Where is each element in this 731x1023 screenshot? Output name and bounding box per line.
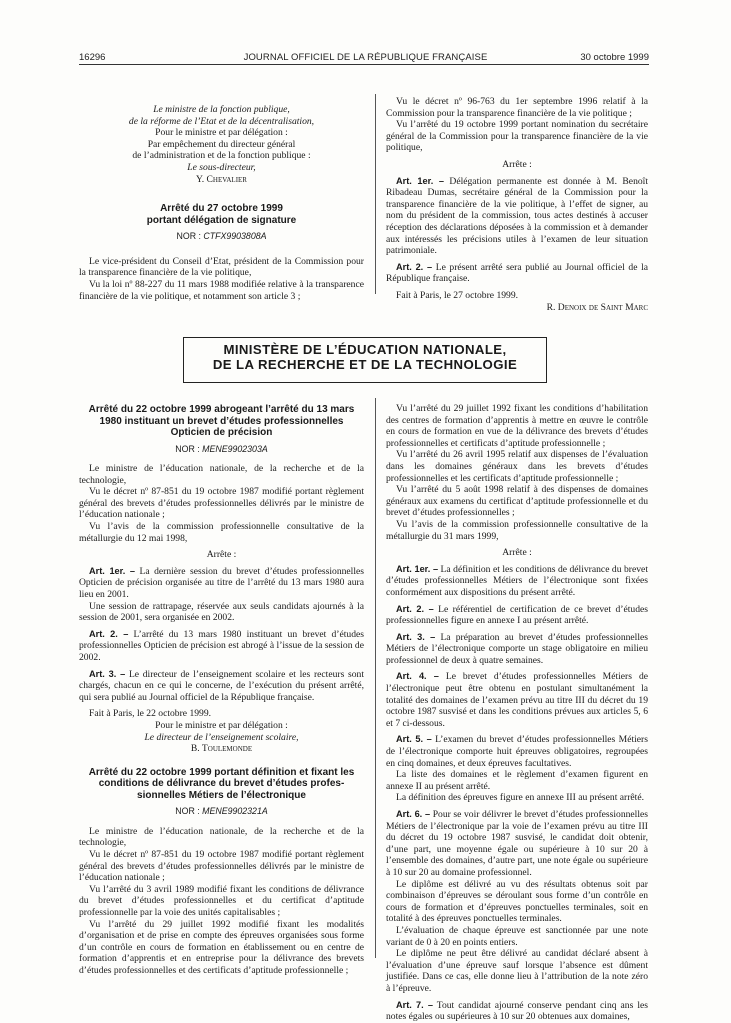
arrete-title: Arrêté du 22 octobre 1999 abrogeant l’arrêté du 13 mars: [88, 404, 355, 415]
paragraph: Vu l’arrêté du 19 octobre 1999 portant nomination du secrétaire général de la Commission pour la transparence financière de la vie politique,: [386, 119, 648, 154]
signatory-line: Par empêchement du directeur général: [147, 138, 296, 150]
paragraph: Vu le décret nº 87-851 du 19 octobre 1987 modifié portant règlement général des brevets d’études professionnelles délivrés par le ministre de l’éducation nationale ;: [79, 486, 364, 521]
arrete-title: sionnelles Métiers de l’électronique: [137, 789, 306, 801]
signatory-name: R. Denoix de Saint Marc: [546, 301, 648, 313]
paragraph: L’évaluation de chaque épreuve est sanctionnée par une note variant de 0 à 20 en points entiers.: [386, 924, 648, 948]
paragraph: Vu le décret nº 96-763 du 1er septembre 1996 relatif à la Commission pour la transparence financière de la vie politique ;: [386, 96, 648, 119]
paragraph: Le vice-président du Conseil d’Etat, président de la Commission pour la transparence financière de la vie politique,: [79, 255, 364, 279]
arrete-title: 1980 instituant un brevet d’études professionnelles: [99, 415, 344, 427]
paragraph: Fait à Paris, le 22 octobre 1999.: [89, 708, 212, 720]
bottom-left-column: [79, 404, 364, 977]
article: Art. 3. – Le directeur de l’enseignement scolaire et les recteurs sont chargés, chacun en ce qui le concerne, de l’exécution du présent arrêté, qui sera publié au Journal officiel de la République française.: [79, 668, 364, 703]
article: Art. 7. – Tout candidat ajourné conserve pendant cinq ans les notes égales ou supérieures à 10 sur 20 obtenues aux domaines,: [386, 999, 649, 1023]
arrete-heading: Arrête :: [206, 549, 237, 561]
paragraph: Vu l’arrêté du 26 avril 1995 relatif aux dispenses de l’évaluation dans les domaines généraux dans les brevets d’études professionnelles et les certificats d’aptitude professionnelle ;: [386, 449, 648, 484]
signatory-line: Le ministre de la fonction publique,: [153, 104, 290, 115]
ministry-line: MINISTÈRE DE L’ÉDUCATION NATIONALE,: [223, 342, 507, 357]
nor-reference: NOR : MENE9902303A: [175, 443, 268, 454]
article: Art. 2. – Le présent arrêté sera publié au Journal officiel de la République française.: [386, 261, 648, 285]
journal-title: JOURNAL OFFICIEL DE LA RÉPUBLIQUE FRANÇAISE: [243, 52, 488, 63]
signatory-name: Y. Chevalier: [196, 173, 247, 185]
arrete-heading: Arrête :: [502, 547, 532, 559]
article: Art. 5. – L’examen du brevet d’études professionnelles Métiers de l’électronique comporte huit épreuves obligatoires, regroupées en cinq domaines, et deux épreuves facultatives.: [386, 734, 648, 769]
nor-reference: NOR : CTFX9903808A: [176, 231, 267, 242]
paragraph: Une session de rattrapage, réservée aux seuls candidats ajournés à la session de 2001, sera organisée en 2002.: [79, 600, 364, 624]
paragraph: La définition des épreuves figure en annexe III au présent arrêté.: [396, 792, 644, 804]
paragraph: Le diplôme est délivré au vu des résultats obtenus soit par combinaison d’épreuves se déroulant sous forme d’un contrôle en cours de formation et d’épreuves ponctuelles terminales, soit en totalité à des épreuves ponctuelles terminales.: [386, 878, 648, 925]
top-right-column: [386, 96, 648, 313]
arrete-title: Arrêté du 27 octobre 1999: [160, 203, 283, 215]
paragraph: La liste des domaines et le règlement d’examen figurent en annexe II au présent arrêté.: [386, 769, 648, 792]
signatory-name: B. Toulemonde: [190, 743, 253, 755]
article: Art. 1er. – La dernière session du brevet d’études professionnelles Opticien de précision organisée au titre de l’arrêté du 13 mars 1980 aura lieu en 2001.: [79, 565, 364, 601]
arrete-title: portant délégation de signature: [146, 214, 297, 226]
signatory-line: Pour le ministre et par délégation :: [155, 719, 288, 731]
column-divider: [375, 398, 376, 958]
paragraph: Vu l’arrêté du 29 juillet 1992 modifié fixant les modalités d’organisation et de prise en compte des épreuves organisées sous forme d’un contrôle en cours de formation en établissement ou en centre de formation d’apprentis et en entreprise pour la délivrance des brevets d’études professionnelles et des certificats d’aptitude professionnelle ;: [79, 918, 364, 976]
paragraph: Vu l’arrêté du 29 juillet 1992 fixant les conditions d’habilitation des centres de formation d’apprentis à mettre en œuvre le contrôle en cours de formation en vue de la délivrance des brevets d’études professionnelles et certificats d’aptitude professionnelle ;: [386, 403, 648, 449]
arrete-title: conditions de délivrance du brevet d’études profes-: [98, 778, 345, 790]
paragraph: Le diplôme ne peut être délivré au candidat déclaré absent à l’évaluation d’une épreuve sauf lorsque l’absence est dûment justifiée. Dans ce cas, elle donne lieu à l’attribution de la note zéro à l’épreuve.: [386, 948, 648, 994]
ministry-line: DE LA RECHERCHE ET DE LA TECHNOLOGIE: [212, 357, 518, 372]
article: Art. 4. – Le brevet d’études professionnelles Métiers de l’électronique peut être obtenu en postulant simultanément la totalité des domaines de l’examen prévu au titre III du décret du 19 octobre 1987 susvisé et dans les conditions prévues aux articles 5, 6 et 7 ci-dessous.: [386, 671, 649, 729]
header-rule: [79, 64, 649, 65]
signatory-line: Pour le ministre et par délégation :: [155, 127, 288, 139]
column-divider: [375, 94, 376, 294]
article: Art. 2. – L’arrêté du 13 mars 1980 instituant un brevet d’études professionnelles Opticien de précision est abrogé à l’issue de la session de 2002.: [79, 628, 365, 663]
paragraph: Vu l’avis de la commission professionnelle consultative de la métallurgie du 12 mai 1998,: [79, 521, 364, 544]
signatory-line: de la réforme de l’Etat et de la décentralisation,: [128, 115, 315, 127]
nor-reference: NOR : MENE9902321A: [175, 806, 268, 817]
arrete-heading: Arrête :: [502, 158, 532, 170]
paragraph: Le ministre de l’éducation nationale, de la recherche et de la technologie,: [79, 463, 364, 486]
article: Art. 1er. – Délégation permanente est donnée à M. Benoît Ribadeau Dumas, secrétaire général de la Commission pour la transparence financière de la vie politique, à l’effet de signer, au nom du président de la commission, tous actes destinés à accuser réception des déclarations déposées à la commission et à demander aux intéressés les précisions utiles à l’examen de leur situation patrimoniale.: [386, 175, 648, 257]
top-left-column: [79, 104, 364, 302]
bottom-right-column: [386, 403, 648, 1023]
page-number: 16296: [79, 52, 106, 63]
issue-date: 30 octobre 1999: [580, 52, 649, 63]
article: Art. 2. – Le référentiel de certification de ce brevet d’études professionnelles figure en annexe I au présent arrêté.: [386, 603, 648, 627]
arrete-title: Opticien de précision: [170, 427, 273, 438]
signatory-line: Le sous-directeur,: [187, 161, 256, 173]
paragraph: Vu l’avis de la commission professionnelle consultative de la métallurgie du 31 mars 1999,: [386, 518, 648, 542]
article: Art. 6. – Pour se voir délivrer le brevet d’études professionnelles Métiers de l’électronique par la voie de l’examen prévu au titre III du décret du 19 octobre 1987 susvisé, le candidat doit obtenir, d’une part, une moyenne égale ou supérieure à 10 sur 20 à l’ensemble des domaines, d’autre part, une note égale ou supérieure à 10 sur 20 au domaine professionnel.: [386, 809, 648, 878]
paragraph: Fait à Paris, le 27 octobre 1999.: [396, 289, 519, 301]
article: Art. 1er. – La définition et les conditions de délivrance du brevet d’études professionnelles Métiers de l’électronique sont fixées conformément aux dispositions du présent arrêté.: [386, 563, 648, 598]
paragraph: Vu le décret nº 87-851 du 19 octobre 1987 modifié portant règlement général des brevets d’études professionnelles délivrés par le ministre de l’éducation nationale ;: [79, 849, 364, 884]
arrete-title: Arrêté du 22 octobre 1999 portant définition et fixant les: [88, 766, 355, 778]
paragraph: Vu la loi nº 88-227 du 11 mars 1988 modifiée relative à la transparence financière de la vie politique, et notamment son article 3 ;: [79, 278, 364, 302]
signatory-line: de l’administration et de la fonction publique :: [132, 150, 311, 162]
paragraph: Vu l’arrêté du 5 août 1998 relatif à des dispenses de domaines généraux aux examens du certificat d’aptitude professionnelle et du brevet d’études professionnelles ;: [386, 484, 648, 519]
signatory-line: Le directeur de l’enseignement scolaire,: [144, 731, 299, 743]
ministry-banner: [183, 337, 547, 383]
article: Art. 3. – La préparation au brevet d’études professionnelles Métiers de l’électronique comporte un stage obligatoire en milieu professionnel de deux à quatre semaines.: [386, 631, 648, 666]
paragraph: Le ministre de l’éducation nationale, de la recherche et de la technologie,: [79, 825, 364, 849]
paragraph: Vu l’arrêté du 3 avril 1989 modifié fixant les conditions de délivrance du brevet d’études professionnelles et du certificat d’aptitude professionnelle par la voie des unités capitalisables ;: [79, 883, 364, 918]
